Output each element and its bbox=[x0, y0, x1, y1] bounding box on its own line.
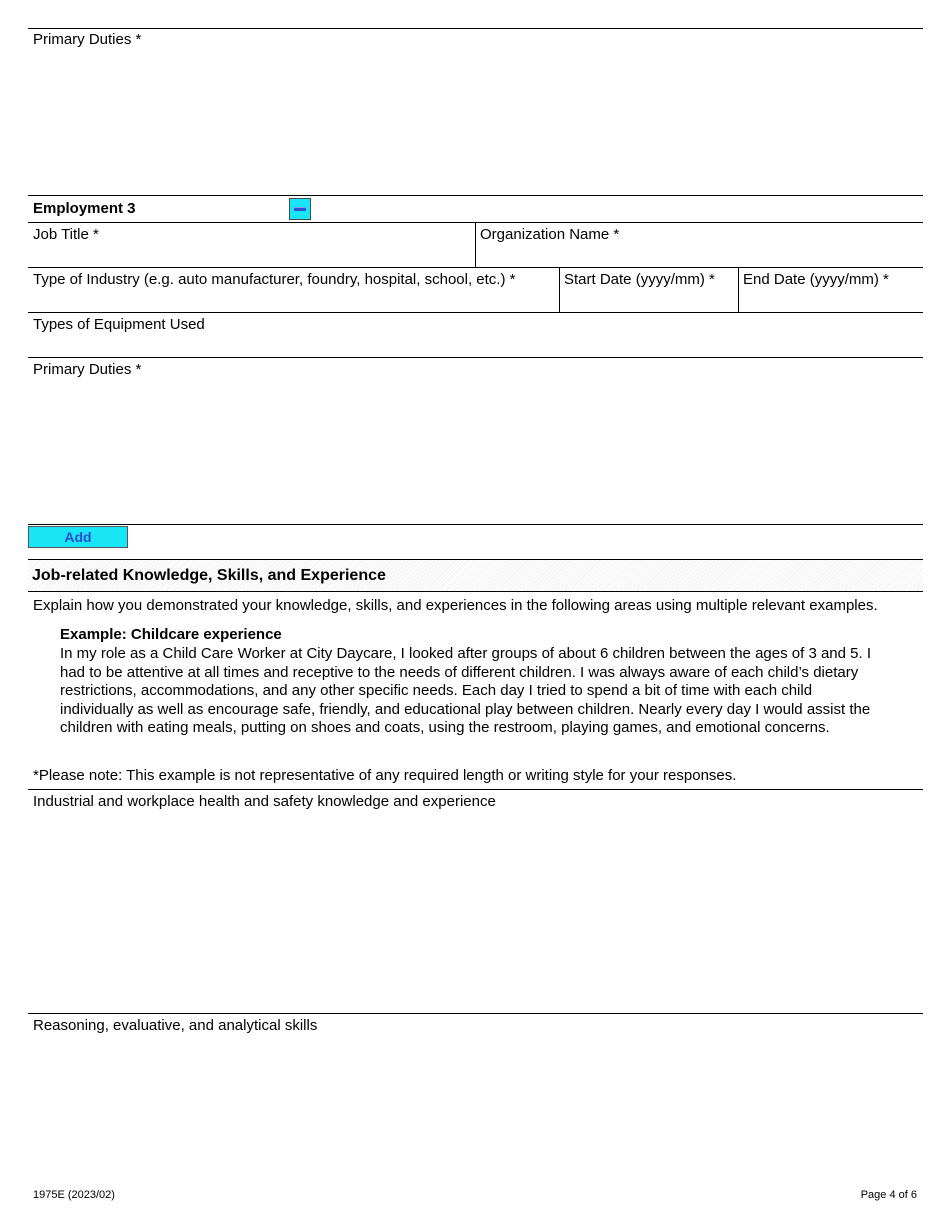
start-date-label: Start Date (yyyy/mm) * bbox=[564, 271, 715, 288]
employment-3-heading: Employment 3 bbox=[33, 200, 136, 217]
divider bbox=[28, 789, 923, 790]
section-title: Job-related Knowledge, Skills, and Experience bbox=[32, 567, 386, 584]
form-number: 1975E (2023/02) bbox=[33, 1189, 115, 1201]
industry-type-label: Type of Industry (e.g. auto manufacturer, foundry, hospital, school, etc.) * bbox=[33, 271, 516, 288]
end-date-label: End Date (yyyy/mm) * bbox=[743, 271, 889, 288]
industry-type-field[interactable] bbox=[28, 290, 558, 311]
section-intro: Explain how you demonstrated your knowledge, skills, and experiences in the following areas using multiple relevant examples. bbox=[33, 597, 878, 614]
job-title-field[interactable] bbox=[28, 244, 474, 266]
example-note: *Please note: This example is not representative of any required length or writing style for your responses. bbox=[33, 767, 737, 784]
organization-name-label: Organization Name * bbox=[480, 226, 620, 243]
add-employment-button[interactable]: Add bbox=[28, 526, 128, 548]
divider bbox=[28, 267, 923, 268]
primary-duties-label: Primary Duties * bbox=[33, 361, 142, 378]
job-title-label: Job Title * bbox=[33, 226, 99, 243]
divider bbox=[28, 524, 923, 525]
organization-name-field[interactable] bbox=[476, 244, 923, 266]
primary-duties-field[interactable] bbox=[28, 380, 923, 523]
equipment-used-field[interactable] bbox=[28, 334, 923, 356]
primary-duties-label: Primary Duties * bbox=[33, 31, 142, 48]
start-date-field[interactable] bbox=[560, 290, 737, 311]
primary-duties-field[interactable] bbox=[28, 50, 923, 194]
divider bbox=[28, 357, 923, 358]
minus-icon bbox=[294, 207, 306, 211]
equipment-used-label: Types of Equipment Used bbox=[33, 316, 205, 333]
divider bbox=[28, 195, 923, 196]
example-text: In my role as a Child Care Worker at City Daycare, I looked after groups of about 6 children between the ages of 3 and 5. I had to be attentive at all times and receptive to the needs of different children. I was always aware of each child’s dietary restrictions, accommodations, and any other specific needs. Each day I tried to spend a bit of time with each child individually as well as encourage safe, friendly, and educational play between children. Nearly every day I would assist the children with eating meals, putting on shoes and coats, using the restroom, playing games, and emotional concerns. bbox=[60, 645, 871, 736]
section-header bbox=[28, 559, 923, 592]
health-safety-label: Industrial and workplace health and safety knowledge and experience bbox=[33, 793, 496, 810]
divider bbox=[28, 312, 923, 313]
health-safety-field[interactable] bbox=[28, 812, 923, 1012]
page-number: Page 4 of 6 bbox=[860, 1189, 917, 1201]
example-title: Example: Childcare experience bbox=[60, 626, 282, 643]
remove-employment-button[interactable] bbox=[289, 198, 311, 220]
divider bbox=[28, 1013, 923, 1014]
divider bbox=[28, 28, 923, 29]
reasoning-skills-field[interactable] bbox=[28, 1036, 923, 1176]
end-date-field[interactable] bbox=[739, 290, 923, 311]
reasoning-skills-label: Reasoning, evaluative, and analytical skills bbox=[33, 1017, 318, 1034]
